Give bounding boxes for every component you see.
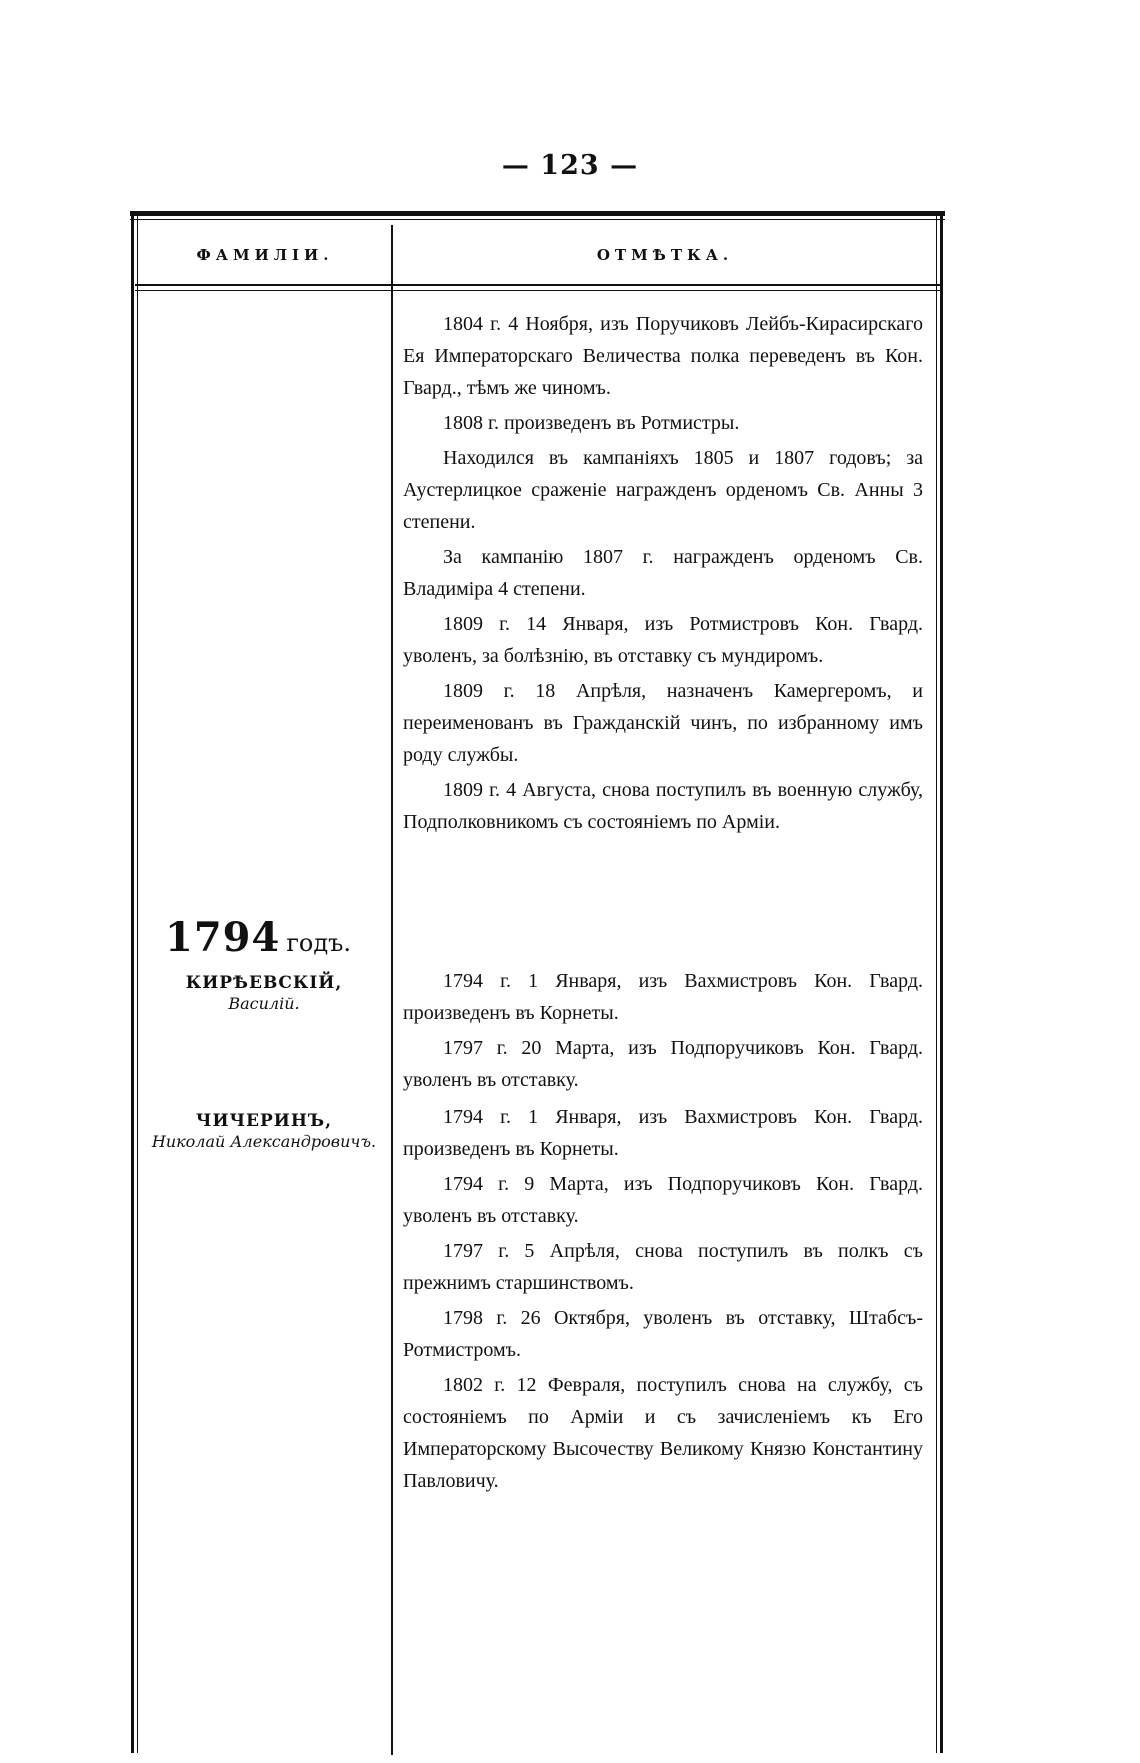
year-number: 1794: [165, 914, 281, 961]
note-paragraph: 1809 г. 14 Января, изъ Ротмистровъ Кон. Гвард. уволенъ, за болѣзнію, въ отставку съ мундиромъ.: [403, 613, 923, 667]
year-heading: [165, 914, 395, 961]
note-paragraph: 1809 г. 4 Августа, снова поступилъ въ военную службу, Подполковникомъ съ состояніемъ по Арміи.: [403, 779, 923, 833]
surname: ЧИЧЕРИНЪ,: [195, 1111, 333, 1131]
note-paragraph: 1794 г. 1 Января, изъ Вахмистровъ Кон. Гвард. произведенъ въ Корнеты.: [403, 970, 923, 1024]
header-rule-thin: [135, 290, 940, 291]
note-paragraph: 1797 г. 5 Апрѣля, снова поступилъ въ полкъ съ прежнимъ старшинствомъ.: [403, 1240, 923, 1294]
note-paragraph: 1809 г. 18 Апрѣля, назначенъ Камергеромъ, и переименованъ въ Гражданскій чинъ, по избранному имъ роду службы.: [403, 680, 923, 766]
note-paragraph: 1798 г. 26 Октября, уволенъ въ отставку, Штабсъ-Ротмистромъ.: [403, 1307, 923, 1361]
top-rule-thin: [130, 219, 945, 220]
notes-block-top: [403, 308, 923, 841]
person-entry-chicherin: [138, 1110, 390, 1153]
notes-block-chicherin: [403, 1101, 923, 1500]
right-border-inner: [936, 213, 937, 1753]
note-paragraph: 1804 г. 4 Ноября, изъ Поручиковъ Лейбъ-Кирасирскаго Ея Императорскаго Величества полка переведенъ въ Кон. Гвард., тѣмъ же чиномъ.: [403, 313, 923, 399]
given-name: Николай Александровичъ.: [151, 1132, 377, 1152]
note-paragraph: 1797 г. 20 Марта, изъ Подпоручиковъ Кон. Гвард. уволенъ въ отставку.: [403, 1037, 923, 1091]
person-entry-kireevsky: [138, 972, 390, 1015]
page-number: — 123 —: [501, 150, 639, 181]
surname: КИРѢЕВСКІЙ,: [185, 973, 343, 993]
note-paragraph: Находился въ кампаніяхъ 1805 и 1807 годовъ; за Аустерлицкое сраженіе награжденъ орденомъ Св. Анны 3 степени.: [403, 447, 923, 533]
column-header-surnames: ФАМИЛІИ.: [196, 246, 334, 264]
top-rule-thick: [130, 211, 945, 216]
note-paragraph: 1802 г. 12 Февраля, поступилъ снова на службу, съ состояніемъ по Арміи и съ зачисленіемъ къ Его Императорскому Высочеству Великому Князю Константину Павловичу.: [403, 1374, 923, 1492]
note-paragraph: За кампанію 1807 г. награжденъ орденомъ Св. Владиміра 4 степени.: [403, 546, 923, 600]
column-divider: [391, 225, 393, 1755]
column-header-notes: ОТМѢТКА.: [596, 246, 734, 264]
left-border-outer: [131, 213, 134, 1753]
given-name: Василій.: [228, 994, 300, 1014]
note-paragraph: 1808 г. произведенъ въ Ротмистры.: [443, 412, 740, 434]
header-rule: [135, 284, 940, 286]
year-word: годъ.: [286, 929, 352, 957]
notes-block-kireevsky: [403, 965, 923, 1099]
note-paragraph: 1794 г. 1 Января, изъ Вахмистровъ Кон. Гвард. произведенъ въ Корнеты.: [403, 1106, 923, 1160]
note-paragraph: 1794 г. 9 Марта, изъ Подпоручиковъ Кон. Гвард. уволенъ въ отставку.: [403, 1173, 923, 1227]
right-border-outer: [940, 213, 943, 1753]
